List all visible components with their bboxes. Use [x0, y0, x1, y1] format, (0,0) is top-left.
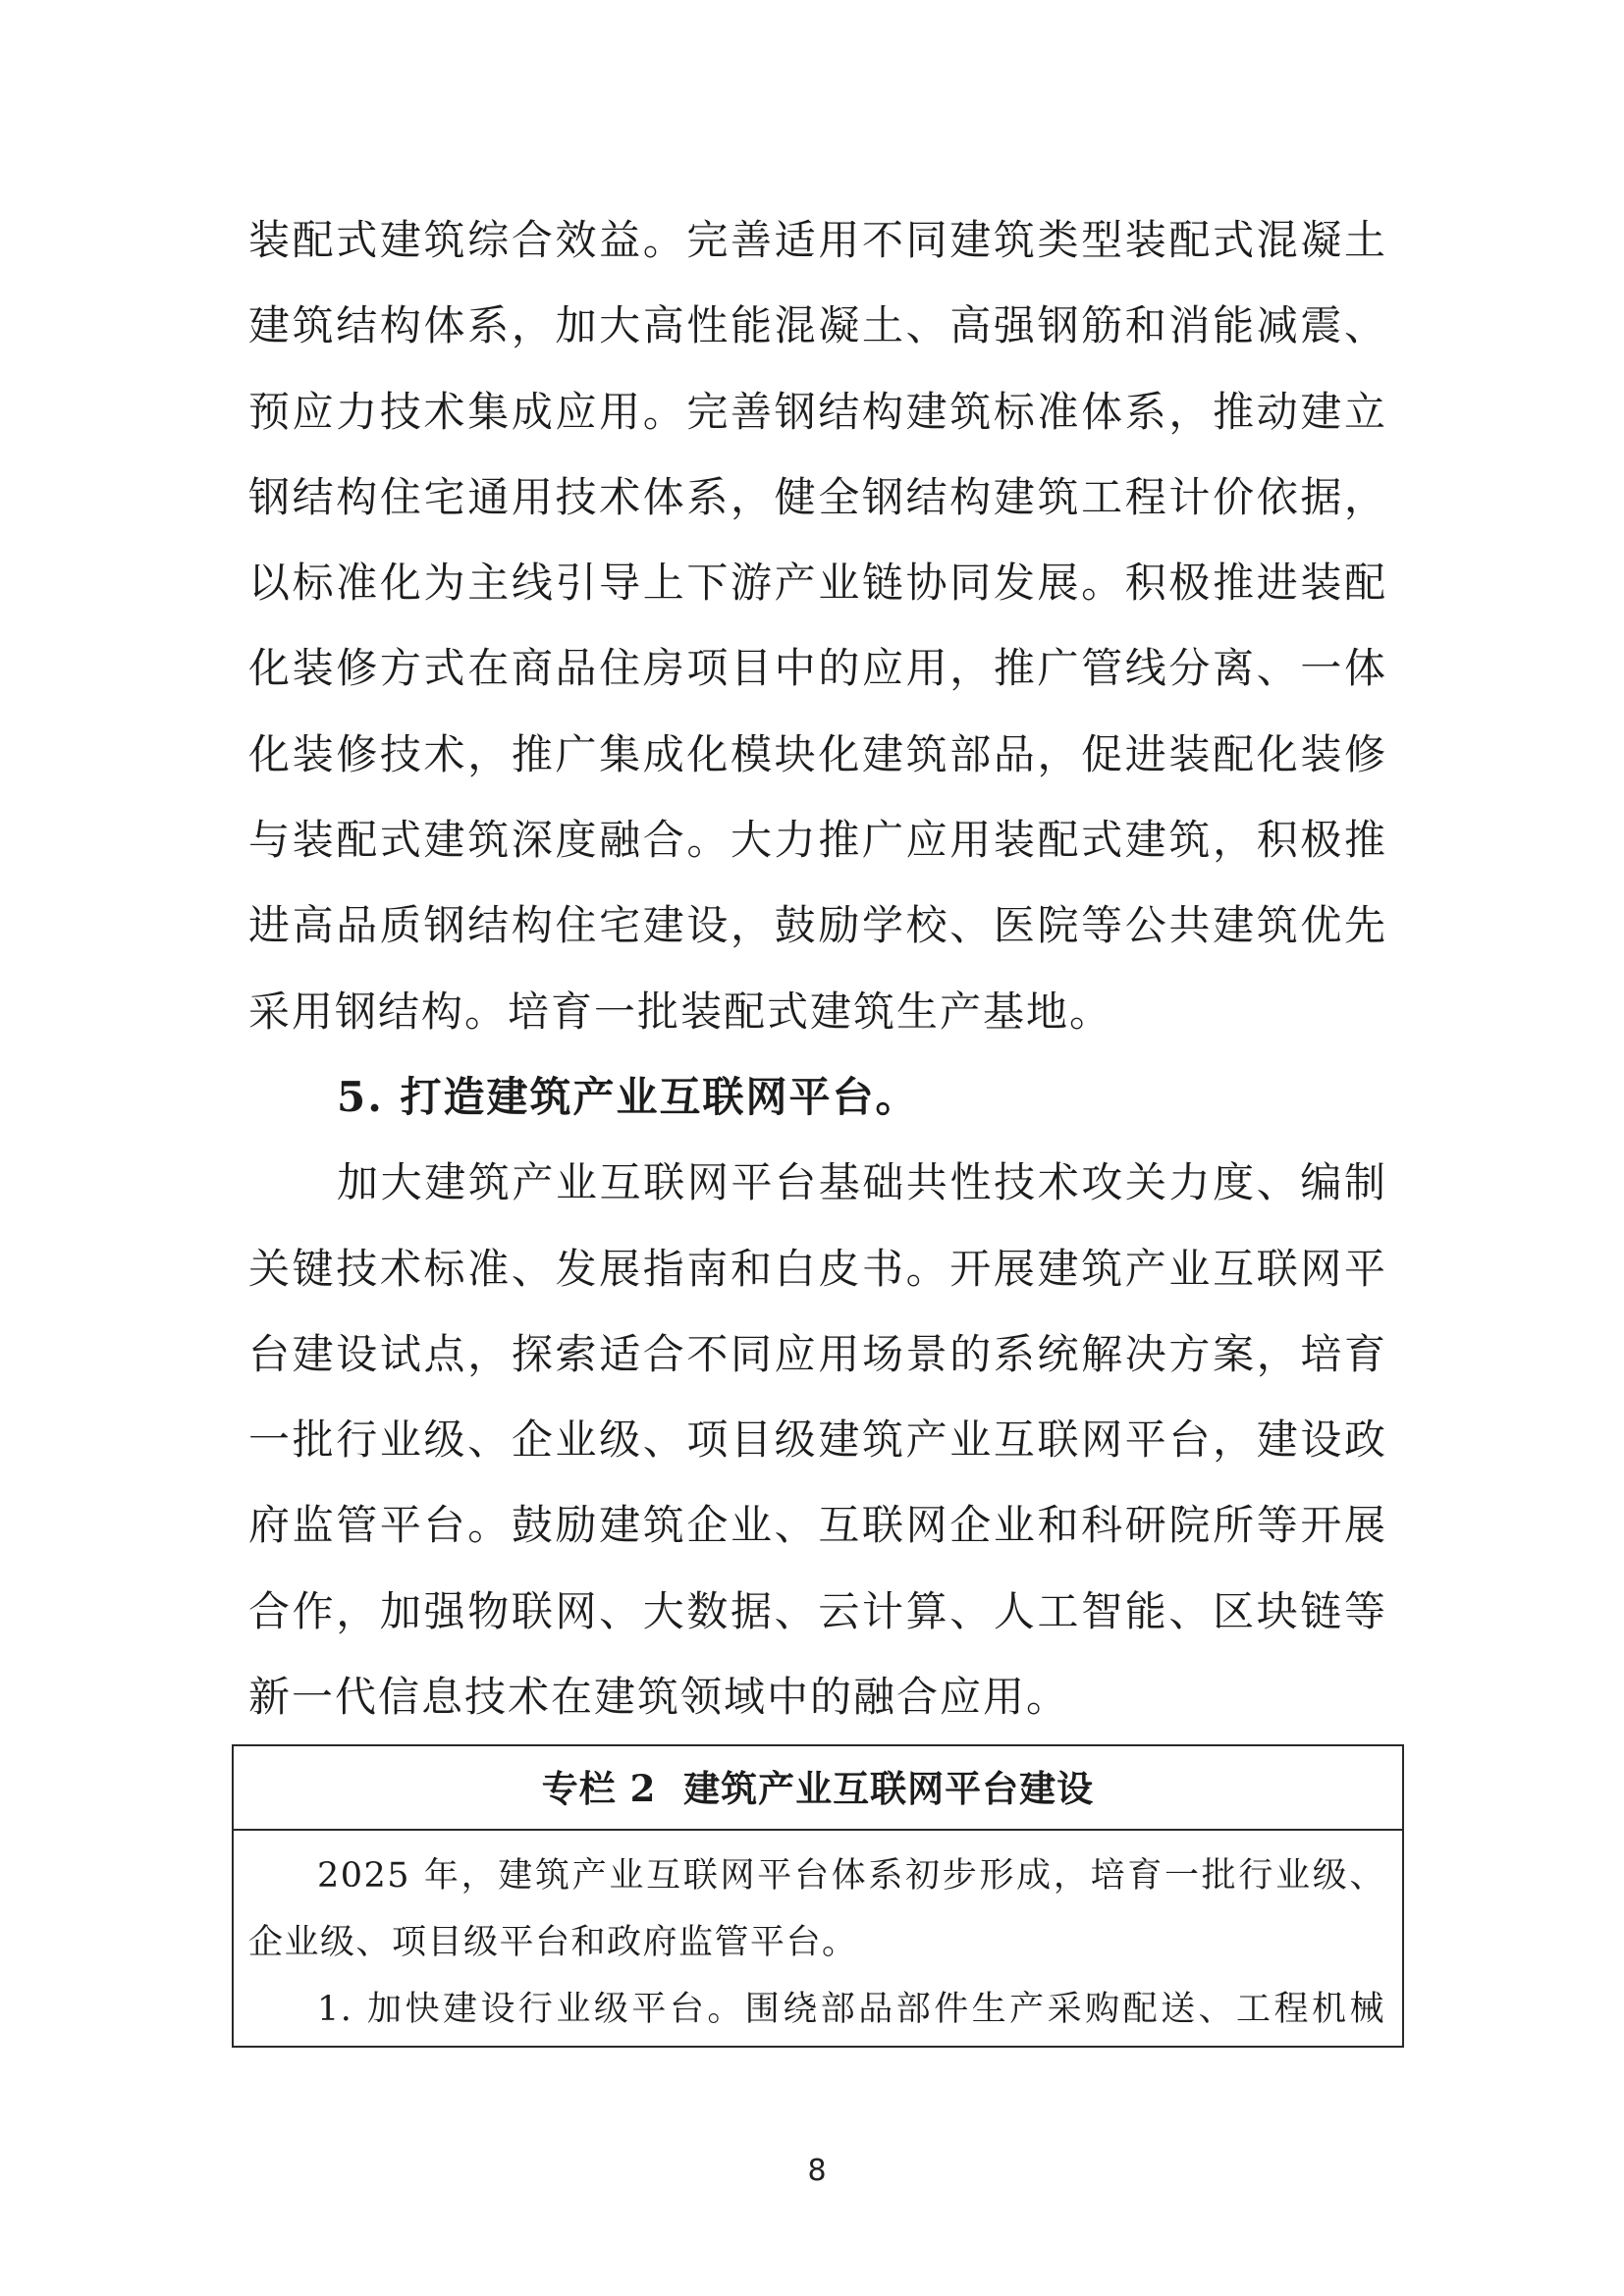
text-line: 采用钢结构。培育一批装配式建筑生产基地。	[248, 987, 1113, 1036]
text-line: 装配式建筑综合效益。完善适用不同建筑类型装配式混凝土	[248, 216, 1387, 264]
body-text	[248, 197, 1387, 1739]
text-line: 府监管平台。鼓励建筑企业、互联网企业和科研院所等开展	[248, 1501, 1387, 1550]
text-line: 加大建筑产业互联网平台基础共性技术攻关力度、编制	[337, 1158, 1387, 1207]
column-box	[232, 1744, 1404, 2048]
text-line: 化装修技术，推广集成化模块化建筑部品，促进装配化装修	[248, 729, 1387, 778]
text-line: 关键技术标准、发展指南和白皮书。开展建筑产业互联网平	[248, 1244, 1387, 1293]
box-text-line: 2025 年，建筑产业互联网平台体系初步形成，培育一批行业级、	[317, 1856, 1385, 1896]
text-line: 一批行业级、企业级、项目级建筑产业互联网平台，建设政	[248, 1415, 1387, 1465]
text-line: 新一代信息技术在建筑领域中的融合应用。	[248, 1673, 1070, 1722]
text-line: 化装修方式在商品住房项目中的应用，推广管线分离、一体	[248, 644, 1387, 693]
box-title: 专栏 2 建筑产业互联网平台建设	[234, 1746, 1402, 1831]
box-body	[234, 1831, 1402, 2043]
text-line: 以标准化为主线引导上下游产业链协同发展。积极推进装配	[248, 559, 1387, 608]
text-line: 预应力技术集成应用。完善钢结构建筑标准体系，推动建立	[248, 387, 1387, 436]
text-line: 进高品质钢结构住宅建设，鼓励学校、医院等公共建筑优先	[248, 901, 1387, 950]
section-heading: 5. 打造建筑产业互联网平台。	[337, 1072, 919, 1121]
box-text-line: 企业级、项目级平台和政府监管平台。	[248, 1923, 858, 1962]
text-line: 建筑结构体系，加大高性能混凝土、高强钢筋和消能减震、	[248, 301, 1387, 350]
text-line: 钢结构住宅通用技术体系，健全钢结构建筑工程计价依据，	[248, 472, 1387, 521]
page-number: 8	[807, 2154, 827, 2188]
text-line: 台建设试点，探索适合不同应用场景的系统解决方案，培育	[248, 1329, 1387, 1378]
text-line: 合作，加强物联网、大数据、云计算、人工智能、区块链等	[248, 1586, 1387, 1635]
text-line: 与装配式建筑深度融合。大力推广应用装配式建筑，积极推	[248, 816, 1387, 865]
box-text-line: 1. 加快建设行业级平台。围绕部品部件生产采购配送、工程机械	[317, 1990, 1385, 2029]
